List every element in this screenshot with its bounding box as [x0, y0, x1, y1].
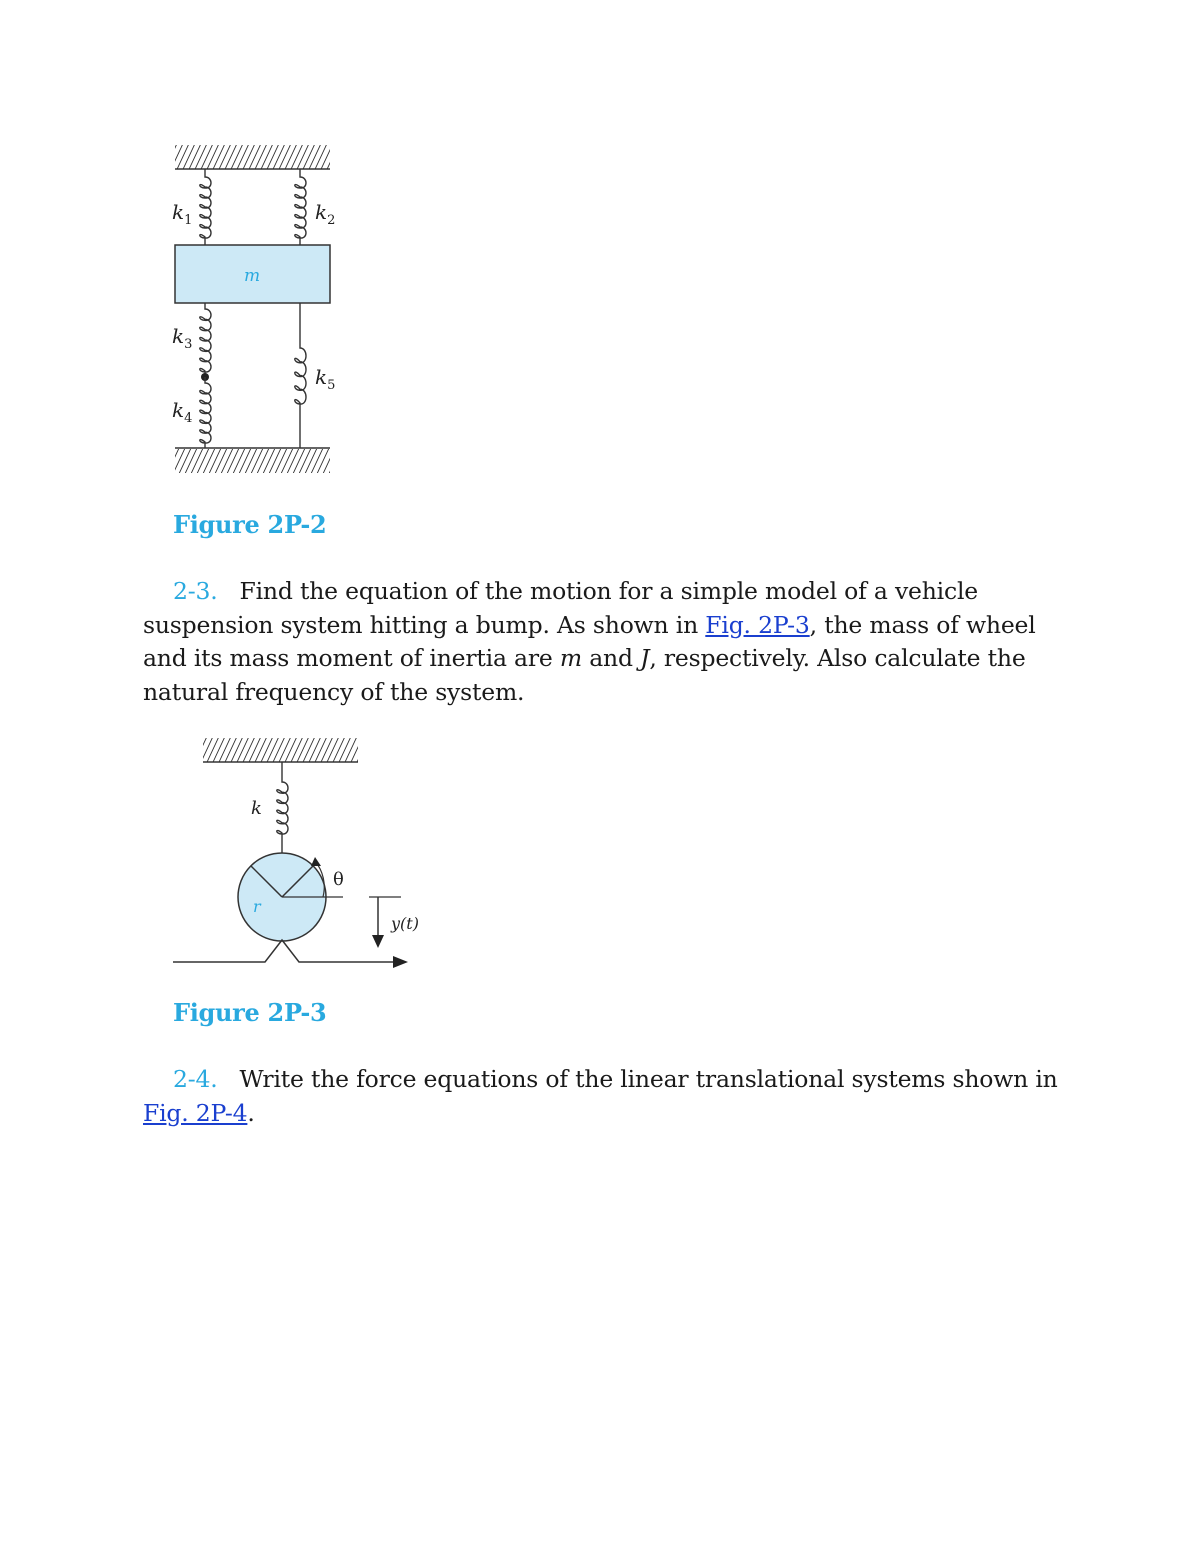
problem-2-4 — [143, 1063, 1063, 1130]
ceiling-hatch — [203, 738, 358, 762]
problem-text: Find the equation of the motion for a simple model of a vehicle suspension system hitting a bump. As shown in — [143, 577, 978, 639]
ground-arrow-icon — [393, 956, 408, 968]
fig-2p4-link[interactable]: Fig. 2P-4 — [143, 1098, 248, 1127]
problem-text: , the mass of wheel and its mass moment of inertia are — [143, 610, 1036, 672]
spring-k1 — [200, 169, 211, 245]
label-k3: $k_3$ — [172, 324, 193, 352]
floor-hatch — [175, 449, 330, 473]
spring-k — [277, 762, 288, 853]
figure-2p2-caption: Figure 2P-2 — [173, 510, 327, 539]
label-k2: $k_2$ — [315, 200, 336, 228]
label-k5: $k_5$ — [315, 365, 336, 393]
spring-k4 — [200, 377, 211, 448]
label-y: y(t) — [391, 914, 419, 933]
fig-2p3-link[interactable]: Fig. 2P-3 — [705, 610, 810, 639]
problem-text: , respectively. Also calculate the natural frequency of the system. — [143, 644, 1026, 706]
spring-k2 — [295, 169, 306, 245]
figure-2p2-diagram — [160, 135, 350, 485]
variable-m: m — [559, 644, 582, 672]
mass-label: m — [243, 266, 261, 286]
figure-2p3-caption: Figure 2P-3 — [173, 998, 327, 1027]
problem-text: Write the force equations of the linear translational systems shown in — [239, 1065, 1058, 1093]
label-k1: $k_1$ — [172, 200, 193, 228]
label-theta: θ — [333, 869, 344, 890]
problem-number: 2-3. — [173, 577, 218, 605]
spring-k3 — [200, 303, 211, 377]
problem-2-3 — [143, 575, 1063, 709]
spring-k5 — [295, 303, 306, 448]
ceiling-hatch — [175, 145, 330, 169]
problem-text: and — [581, 644, 641, 672]
y-arrow-icon — [372, 935, 384, 948]
label-k: k — [251, 798, 262, 819]
figure-2p3-diagram — [165, 730, 445, 975]
problem-number: 2-4. — [173, 1065, 218, 1093]
problem-text: . — [247, 1098, 255, 1127]
ground-with-bump — [173, 940, 395, 962]
label-k4: $k_4$ — [172, 398, 193, 426]
theta-arrow-icon — [311, 857, 321, 866]
variable-j: J — [640, 644, 650, 672]
label-r: r — [253, 897, 261, 916]
